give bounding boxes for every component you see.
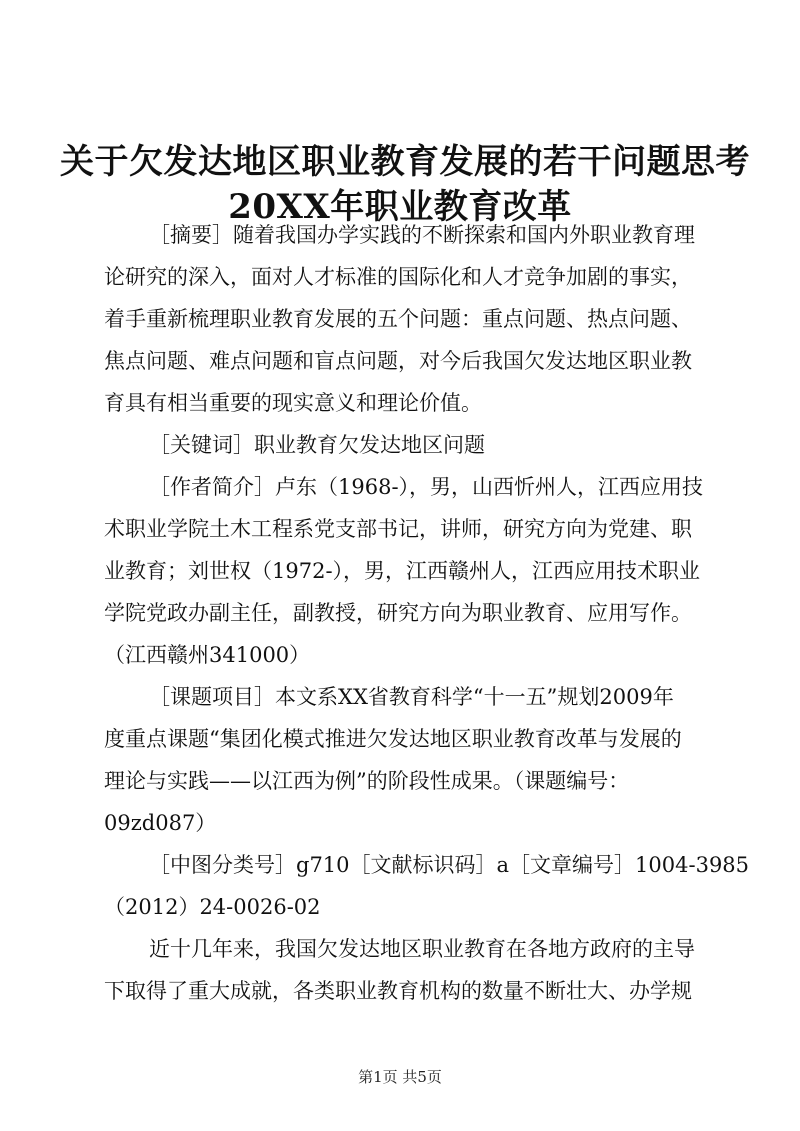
author-line-3: 业教育；刘世权（1972-），男，江西赣州人，江西应用技术职业: [104, 559, 701, 583]
author-line-5: （江西赣州341000）: [104, 643, 311, 667]
keywords-line: ［关键词］职业教育欠发达地区问题: [149, 433, 485, 457]
abstract-line-4: 焦点问题、难点问题和盲点问题，对今后我国欠发达地区职业教: [104, 349, 692, 373]
project-line-3: 理论与实践——以江西为例”的阶段性成果。（课题编号：: [104, 769, 630, 793]
document-title-line-1: 关于欠发达地区职业教育发展的若干问题思考: [60, 142, 750, 182]
project-line-1: ［课题项目］本文系XX省教育科学“十一五”规划2009年: [149, 685, 674, 709]
intro-line-1: 近十几年来，我国欠发达地区职业教育在各地方政府的主导: [149, 937, 695, 961]
abstract-line-2: 论研究的深入，面对人才标准的国际化和人才竞争加剧的事实，: [104, 265, 692, 289]
abstract-line-1: ［摘要］随着我国办学实践的不断探索和国内外职业教育理: [149, 223, 695, 247]
page-footer: 第1页 共5页: [358, 1068, 442, 1086]
author-line-1: ［作者简介］卢东（1968-），男，山西忻州人，江西应用技: [149, 475, 704, 499]
intro-line-2: 下取得了重大成就，各类职业教育机构的数量不断壮大、办学规: [104, 979, 692, 1003]
abstract-line-5: 育具有相当重要的现实意义和理论价值。: [104, 391, 482, 415]
abstract-line-3: 着手重新梳理职业教育发展的五个问题：重点问题、热点问题、: [104, 307, 692, 331]
author-line-2: 术职业学院土木工程系党支部书记，讲师，研究方向为党建、职: [104, 517, 692, 541]
classification-line-2: （2012）24-0026-02: [104, 895, 321, 919]
author-line-4: 学院党政办副主任，副教授，研究方向为职业教育、应用写作。: [104, 601, 692, 625]
classification-line-1: ［中图分类号］g710［文献标识码］a［文章编号］1004-3985: [149, 853, 750, 877]
document-title-line-2: 20XX年职业教育改革: [228, 187, 572, 227]
project-line-4: 09zd087）: [104, 811, 217, 835]
project-line-2: 度重点课题“集团化模式推进欠发达地区职业教育改革与发展的: [104, 727, 682, 751]
